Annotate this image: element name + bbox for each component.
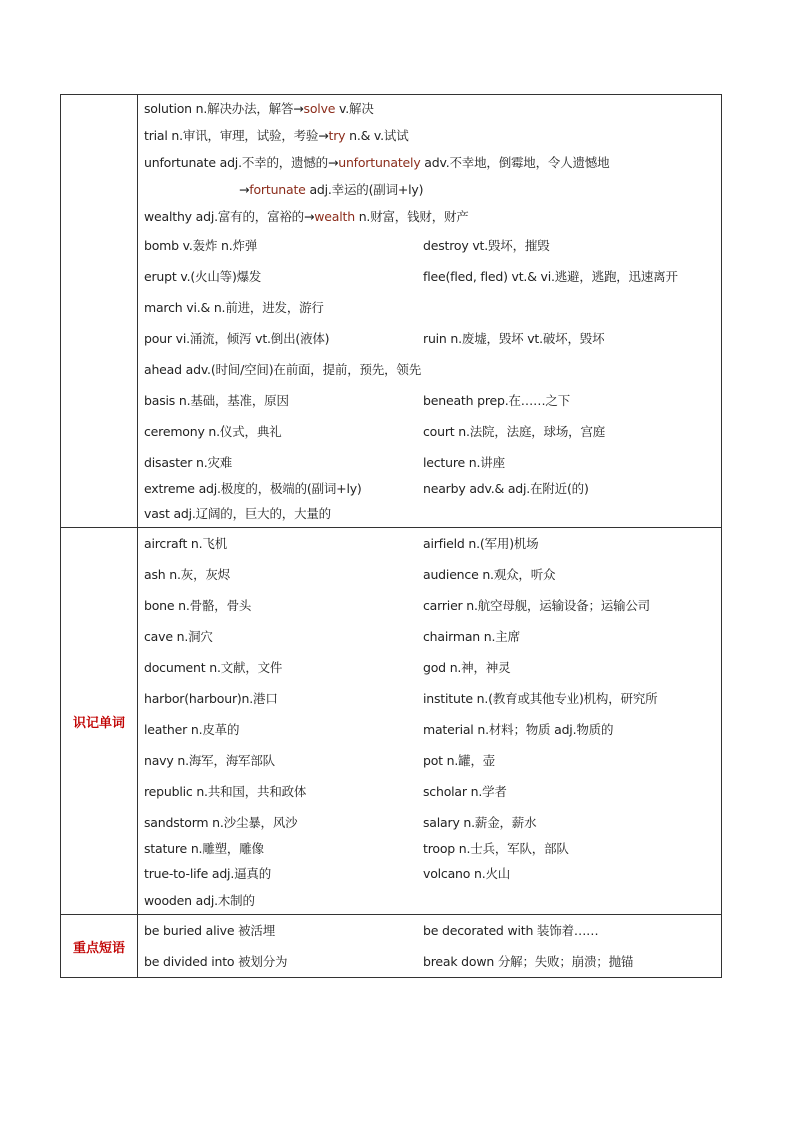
vocab-entry-right: be decorated with 装饰着…… <box>423 923 599 938</box>
vocab-entry-right: material n.材料；物质 adj.物质的 <box>423 722 614 737</box>
vocab-entry-left: be divided into 被划分为 <box>144 954 288 969</box>
vocab-entry-right: god n.神，神灵 <box>423 660 511 675</box>
section-content <box>138 95 722 528</box>
section-content <box>138 528 722 915</box>
vocab-entry-right: pot n.罐，壶 <box>423 753 496 768</box>
vocab-entry-right: audience n.观众，听众 <box>423 567 556 582</box>
vocab-entry-pair <box>144 354 715 385</box>
entry-text: n.& v.试试 <box>345 128 409 143</box>
vocab-entry-right <box>423 887 715 914</box>
vocab-entry-left: be buried alive 被活埋 <box>144 923 276 938</box>
vocab-entry-left: document n.文献，文件 <box>144 660 283 675</box>
vocab-entry <box>144 122 715 149</box>
vocabulary-table <box>60 94 722 978</box>
keyword-derivative: unfortunately <box>338 155 421 170</box>
vocab-entry-left: extreme adj.极度的，极端的(副词+ly) <box>144 481 362 496</box>
entry-text: adv.不幸地，倒霉地，令人遗憾地 <box>420 155 610 170</box>
section-content <box>138 915 722 978</box>
vocab-entry-left: bone n.骨骼，骨头 <box>144 598 252 613</box>
vocab-entry-pair <box>144 559 715 590</box>
vocab-entry-pair <box>144 478 715 500</box>
vocab-entry-right: troop n.士兵，军队，部队 <box>423 841 569 856</box>
vocab-entry-pair <box>144 416 715 447</box>
vocab-entry-left: leather n.皮革的 <box>144 722 240 737</box>
vocab-entry-left: basis n.基础，基准，原因 <box>144 393 289 408</box>
vocab-entry-pair <box>144 500 715 527</box>
vocab-entry-right: volcano n.火山 <box>423 866 511 881</box>
vocab-entry <box>144 149 715 176</box>
vocab-entry-left: stature n.雕塑，雕像 <box>144 841 264 856</box>
section-row <box>61 528 722 915</box>
vocab-entry-pair <box>144 745 715 776</box>
vocab-entry-left: navy n.海军，海军部队 <box>144 753 275 768</box>
vocab-entry-left: march vi.& n.前进，进发，游行 <box>144 300 324 315</box>
vocab-entry-left: cave n.洞穴 <box>144 629 213 644</box>
vocab-entry-pair <box>144 915 715 946</box>
vocab-entry-pair <box>144 292 715 323</box>
vocab-entry-left: republic n.共和国，共和政体 <box>144 784 307 799</box>
vocab-entry <box>144 176 715 203</box>
vocab-entry-left: disaster n.灾难 <box>144 455 233 470</box>
vocab-entry-right <box>423 354 715 385</box>
entry-text: wealthy adj.富有的，富裕的→ <box>144 209 315 224</box>
vocab-entry-right: destroy vt.毁坏，摧毁 <box>423 238 550 253</box>
vocab-entry <box>144 95 715 122</box>
vocab-entry-left: ceremony n.仪式，典礼 <box>144 424 282 439</box>
vocab-entry-left: true-to-life adj.逼真的 <box>144 866 272 881</box>
vocab-entry-pair <box>144 621 715 652</box>
vocab-entry-right: nearby adv.& adj.在附近(的) <box>423 481 589 496</box>
section-row <box>61 95 722 528</box>
vocab-entry-pair <box>144 860 715 887</box>
vocab-entry-left: ahead adv.(时间/空间)在前面，提前，预先，领先 <box>144 362 422 377</box>
section-label: 识记单词 <box>61 528 138 915</box>
vocab-entry-left: wooden adj.木制的 <box>144 893 255 908</box>
vocab-entry-pair <box>144 230 715 261</box>
vocab-entry-right: break down 分解；失败；崩溃；抛锚 <box>423 954 634 969</box>
vocab-entry-right: beneath prep.在……之下 <box>423 393 570 408</box>
vocab-entry-right: court n.法院，法庭，球场，宫庭 <box>423 424 606 439</box>
vocab-entry-right: flee(fled, fled) vt.& vi.逃避，逃跑，迅速离开 <box>423 269 678 284</box>
vocab-entry-left: harbor(harbour)n.港口 <box>144 691 278 706</box>
vocab-entry-pair <box>144 946 715 977</box>
vocab-entry-pair <box>144 714 715 745</box>
vocab-entry-pair <box>144 261 715 292</box>
vocab-entry-pair <box>144 887 715 914</box>
vocab-entry-right: institute n.(教育或其他专业)机构，研究所 <box>423 691 658 706</box>
entry-text: adj.幸运的(副词+ly) <box>305 182 424 197</box>
vocab-entry-right: salary n.薪金，薪水 <box>423 815 537 830</box>
entry-text: unfortunate adj.不幸的，遗憾的→ <box>144 155 339 170</box>
vocab-entry-left: bomb v.轰炸 n.炸弹 <box>144 238 258 253</box>
keyword-derivative: wealth <box>314 209 355 224</box>
vocab-entry-left: pour vi.涌流，倾泻 vt.倒出(液体) <box>144 331 330 346</box>
vocab-entry-pair <box>144 528 715 559</box>
vocab-entry-right <box>423 292 715 323</box>
vocab-entry-right: lecture n.讲座 <box>423 455 505 470</box>
entry-text: solution n.解决办法，解答→ <box>144 101 304 116</box>
vocab-entry-pair <box>144 590 715 621</box>
vocab-entry-pair <box>144 323 715 354</box>
vocab-entry-left: vast adj.辽阔的，巨大的，大量的 <box>144 506 331 521</box>
vocab-entry-pair <box>144 652 715 683</box>
vocab-entry-pair <box>144 385 715 416</box>
section-label <box>61 95 138 528</box>
vocab-entry-pair <box>144 776 715 807</box>
vocab-entry-right: chairman n.主席 <box>423 629 520 644</box>
vocab-entry <box>144 203 715 230</box>
vocab-entry-pair <box>144 807 715 838</box>
vocab-entry-right: airfield n.(军用)机场 <box>423 536 539 551</box>
entry-text: n.财富，钱财，财产 <box>354 209 469 224</box>
vocab-entry-left: sandstorm n.沙尘暴，风沙 <box>144 815 298 830</box>
keyword-derivative: solve <box>303 101 336 116</box>
vocab-entry-right: scholar n.学者 <box>423 784 507 799</box>
vocab-entry-pair <box>144 683 715 714</box>
vocab-entry-pair <box>144 838 715 860</box>
entry-text: trial n.审讯，审理，试验，考验→ <box>144 128 329 143</box>
vocab-entry-right: ruin n.废墟，毁坏 vt.破坏，毁坏 <box>423 331 605 346</box>
entry-text: → <box>239 182 250 197</box>
keyword-derivative: fortunate <box>249 182 306 197</box>
vocab-entry-left: ash n.灰，灰烬 <box>144 567 230 582</box>
entry-text: v.解决 <box>335 101 374 116</box>
vocab-entry-right <box>423 500 715 527</box>
section-row <box>61 915 722 978</box>
vocab-entry-left: aircraft n.飞机 <box>144 536 228 551</box>
keyword-derivative: try <box>328 128 346 143</box>
vocab-entry-pair <box>144 447 715 478</box>
vocab-entry-left: erupt v.(火山等)爆发 <box>144 269 262 284</box>
vocab-entry-right: carrier n.航空母舰，运输设备；运输公司 <box>423 598 650 613</box>
section-label: 重点短语 <box>61 915 138 978</box>
